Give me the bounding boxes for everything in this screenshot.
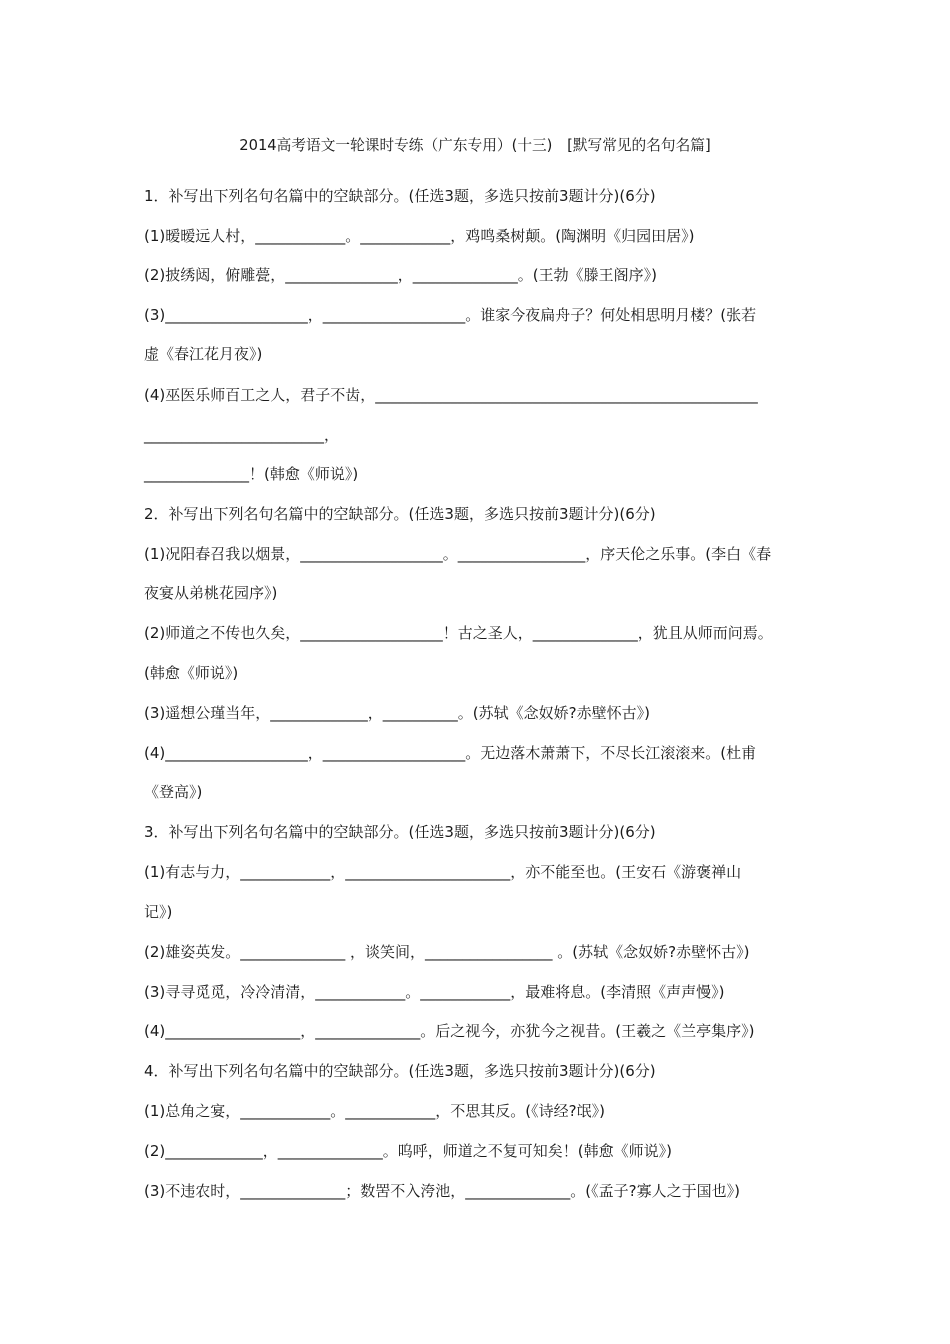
question-3-item-4: (4)__________________，______________。后之视今，亦犹今之视昔。(王羲之《兰亭集序》) xyxy=(144,1022,755,1040)
document-title: 2014高考语文一轮课时专练（广东专用）(十三) [默写常见的名句名篇] xyxy=(239,136,711,154)
question-4-item-2: (2)_____________，______________。呜呼，师道之不复可知矣！(韩愈《师说》) xyxy=(144,1142,672,1160)
question-1-item-1: (1)暧暧远人村，____________。____________，鸡鸣桑树颠。(陶渊明《归园田居》) xyxy=(144,227,695,245)
question-1-item-4-cont: ________________________， xyxy=(144,426,340,444)
question-4-prompt: 4．补写出下列名句名篇中的空缺部分。(任选3题，多选只按前3题计分)(6分) xyxy=(144,1062,656,1080)
question-2-prompt: 2．补写出下列名句名篇中的空缺部分。(任选3题，多选只按前3题计分)(6分) xyxy=(144,505,656,523)
question-3-prompt: 3．补写出下列名句名篇中的空缺部分。(任选3题，多选只按前3题计分)(6分) xyxy=(144,823,656,841)
question-2-item-1: (1)况阳春召我以烟景，___________________。_________________，序天伦之乐事。(李白《春 xyxy=(144,545,772,563)
question-3-item-2: (2)雄姿英发。______________ ，谈笑间，_________________ 。(苏轼《念奴娇?赤壁怀古》) xyxy=(144,943,750,961)
question-2-item-2-cont: (韩愈《师说》) xyxy=(144,664,239,682)
question-2-item-1-cont: 夜宴从弟桃花园序》) xyxy=(144,584,278,602)
question-2-item-4-cont: 《登高》) xyxy=(144,783,203,801)
question-3-item-1-cont: 记》) xyxy=(144,903,173,921)
question-1-prompt: 1．补写出下列名句名篇中的空缺部分。(任选3题，多选只按前3题计分)(6分) xyxy=(144,187,656,205)
question-1-item-4: (4)巫医乐师百工之人，君子不齿，___________________________________________________ xyxy=(144,386,758,404)
question-2-item-2: (2)师道之不传也久矣，___________________！古之圣人，______________，犹且从师而问焉。 xyxy=(144,624,773,642)
question-4-item-1: (1)总角之宴，____________。____________，不思其反。(《诗经?氓》) xyxy=(144,1102,605,1120)
question-1-item-2: (2)披绣闼，俯雕甍，_______________，______________。(王勃《滕王阁序》) xyxy=(144,266,657,284)
question-1-item-3-cont: 虚《春江花月夜》) xyxy=(144,345,263,363)
question-1-item-3: (3)___________________，___________________。谁家今夜扁舟子？何处相思明月楼？(张若 xyxy=(144,306,757,324)
question-4-item-3: (3)不违农时，______________；数罟不入洿池，______________。(《孟子?寡人之于国也》) xyxy=(144,1182,740,1200)
question-3-item-1: (1)有志与力，____________，______________________，亦不能至也。(王安石《游褒禅山 xyxy=(144,863,742,881)
question-1-item-4-end: ______________！(韩愈《师说》) xyxy=(144,465,359,483)
question-3-item-3: (3)寻寻觅觅，冷冷清清，____________。____________，最难将息。(李清照《声声慢》) xyxy=(144,983,725,1001)
question-2-item-4: (4)___________________，___________________。无边落木萧萧下，不尽长江滚滚来。(杜甫 xyxy=(144,744,757,762)
question-2-item-3: (3)遥想公瑾当年，_____________，__________。(苏轼《念奴娇?赤壁怀古》) xyxy=(144,704,650,722)
